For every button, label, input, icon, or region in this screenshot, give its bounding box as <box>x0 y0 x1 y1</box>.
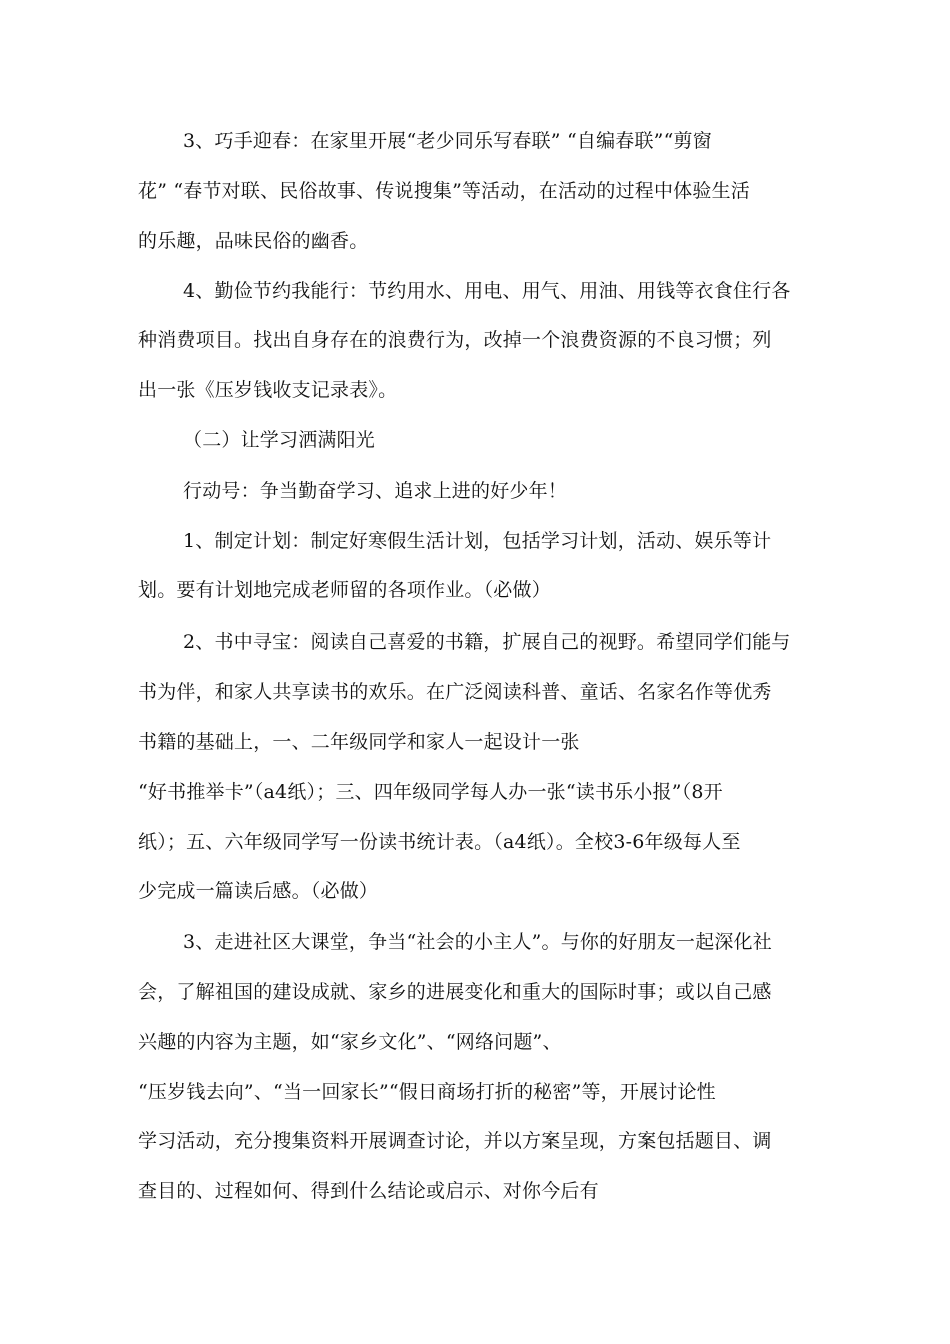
section-heading: （二）让学习洒满阳光 <box>183 429 376 451</box>
item-3-line-3: 兴趣的内容为主题，如“家乡文化”、“网络问题”、 <box>138 1031 562 1053</box>
item-2-line-3: 书籍的基础上，一、二年级同学和家人一起设计一张 <box>138 731 580 753</box>
item-2-line-5: 纸）；五、六年级同学写一份读书统计表。（a4纸）。全校3-6年级每人至 <box>138 831 741 853</box>
paragraph-4-line-3: 出一张《压岁钱收支记录表》。 <box>138 379 398 401</box>
item-3-line-6: 查目的、过程如何、得到什么结论或启示、对你今后有 <box>138 1180 599 1202</box>
action-slogan: 行动号：争当勤奋学习、追求上进的好少年！ <box>183 480 568 502</box>
paragraph-3-line-2: 花” “春节对联、民俗故事、传说搜集”等活动，在活动的过程中体验生活 <box>138 180 750 202</box>
item-3-line-1: 3、走进社区大课堂，争当“社会的小主人”。与你的好朋友一起深化社 <box>183 931 772 953</box>
item-2-line-2: 书为伴，和家人共享读书的欢乐。在广泛阅读科普、童话、名家名作等优秀 <box>138 681 772 703</box>
paragraph-4-line-2: 种消费项目。找出自身存在的浪费行为，改掉一个浪费资源的不良习惯；列 <box>138 329 772 351</box>
item-3-line-2: 会，了解祖国的建设成就、家乡的进展变化和重大的国际时事；或以自己感 <box>138 981 772 1003</box>
item-1-line-2: 划。要有计划地完成老师留的各项作业。（必做） <box>138 579 551 601</box>
item-2-line-6: 少完成一篇读后感。（必做） <box>138 880 379 902</box>
item-3-line-4: “压岁钱去向”、“当一回家长”“假日商场打折的秘密”等，开展讨论性 <box>138 1081 716 1103</box>
paragraph-3-line-3: 的乐趣，品味民俗的幽香。 <box>138 230 369 252</box>
item-1-line-1: 1、制定计划：制定好寒假生活计划，包括学习计划，活动、娱乐等计 <box>183 530 772 552</box>
paragraph-4-line-1: 4、勤俭节约我能行：节约用水、用电、用气、用油、用钱等衣食住行各 <box>183 280 791 302</box>
item-3-line-5: 学习活动，充分搜集资料开展调查讨论，并以方案呈现，方案包括题目、调 <box>138 1130 772 1152</box>
item-2-line-4: “好书推举卡”（a4纸）；三、四年级同学每人办一张“读书乐小报”（8开 <box>138 781 723 803</box>
paragraph-3-line-1: 3、巧手迎春：在家里开展“老少同乐写春联” “自编春联”“剪窗 <box>183 130 712 152</box>
item-2-line-1: 2、书中寻宝：阅读自己喜爱的书籍，扩展自己的视野。希望同学们能与 <box>183 631 791 653</box>
